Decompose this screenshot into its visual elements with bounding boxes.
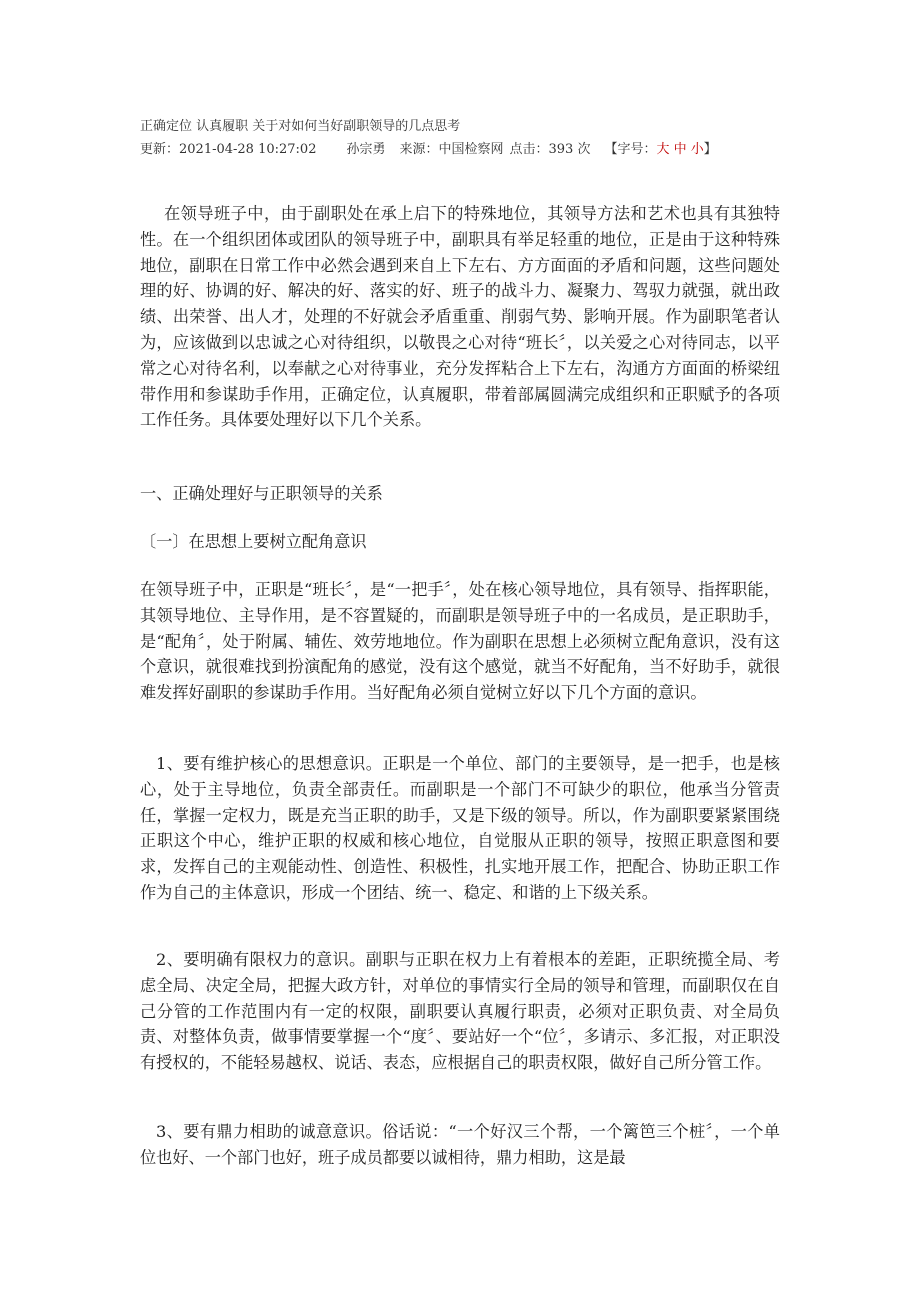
font-size-suffix: 】 <box>703 142 717 157</box>
article-title: 正确定位 认真履职 关于对如何当好副职领导的几点思考 <box>140 119 461 134</box>
source: 来源：中国检察网 <box>399 142 504 157</box>
section-heading: 一、正确处理好与正职领导的关系 <box>140 484 383 503</box>
click-count: 点击：393 次 <box>509 142 591 157</box>
body-paragraph: 在领导班子中，正职是“班长〞，是“一把手〞，处在核心领导地位，具有领导、指挥职能，其领导地位、主导作用，是不容置疑的，而副职是领导班子中的一名成员，是正职助手，是“配角〞，处于附属、辅佐、效劳地地位。作为副职在思想上必须树立配角意识，没有这个意识，就很难找到扮演配角的感觉，没有这个感觉，就当不好配角，当不好助手，就很难发挥好副职的参谋助手作用。当好配角必须自觉树立好以下几个方面的意识。 <box>140 580 780 703</box>
body-paragraph: 3、要有鼎力相助的诚意意识。俗话说：“一个好汉三个帮，一个篱笆三个桩〞，一个单位也好、一个部门也好，班子成员都要以诚相待，鼎力相助，这是最 <box>140 1122 780 1167</box>
article-meta <box>140 138 717 157</box>
intro-paragraph: 在领导班子中，由于副职处在承上启下的特殊地位，其领导方法和艺术也具有其独特性。在一个组织团体或团队的领导班子中，副职具有举足轻重的地位，正是由于这种特殊地位，副职在日常工作中必然会遇到来自上下左右、方方面面的矛盾和问题，这些问题处理的好、协调的好、解决的好、落实的好、班子的战斗力、凝聚力、驾驭力就强，就出政绩、出荣誉、出人才，处理的不好就会矛盾重重、削弱气势、影响开展。作为副职笔者认为，应该做到以忠诚之心对待组织，以敬畏之心对待“班长〞，以关爱之心对待同志，以平常之心对待名利，以奉献之心对待事业，充分发挥粘合上下左右，沟通方方面面的桥梁纽带作用和参谋助手作用，正确定位，认真履职，带着部属圆满完成组织和正职赋予的各项工作任务。具体要处理好以下几个关系。 <box>140 204 780 430</box>
body-paragraph: 1、要有维护核心的思想意识。正职是一个单位、部门的主要领导，是一把手，也是核心，处于主导地位，负责全部责任。而副职是一个部门不可缺少的职位，他承当分管责任，掌握一定权力，既是充当正职的助手，又是下级的领导。所以，作为副职要紧紧围绕正职这个中心，维护正职的权威和核心地位，自觉服从正职的领导，按照正职意图和要求，发挥自己的主观能动性、创造性、积极性，扎实地开展工作，把配合、协助正职工作作为自己的主体意识，形成一个团结、统一、稳定、和谐的上下级关系。 <box>140 754 780 902</box>
author: 孙宗勇 <box>346 142 386 157</box>
subsection-heading: 〔一〕在思想上要树立配角意识 <box>140 532 367 551</box>
update-time: 更新：2021-04-28 10:27:02 <box>140 142 317 157</box>
font-size-options[interactable]: 大 中 小 <box>656 142 704 157</box>
body-paragraph: 2、要明确有限权力的意识。副职与正职在权力上有着根本的差距，正职统揽全局、考虑全局、决定全局，把握大政方针，对单位的事情实行全局的领导和管理，而副职仅在自己分管的工作范围内有一定的权限，副职要认真履行职责，必须对正职负责、对全局负责、对整体负责，做事情要掌握一个“度〞、要站好一个“位〞，多请示、多汇报，对正职没有授权的，不能轻易越权、说话、表态，应根据自己的职责权限，做好自己所分管工作。 <box>140 950 780 1073</box>
font-size-prefix: 【字号： <box>604 142 657 157</box>
